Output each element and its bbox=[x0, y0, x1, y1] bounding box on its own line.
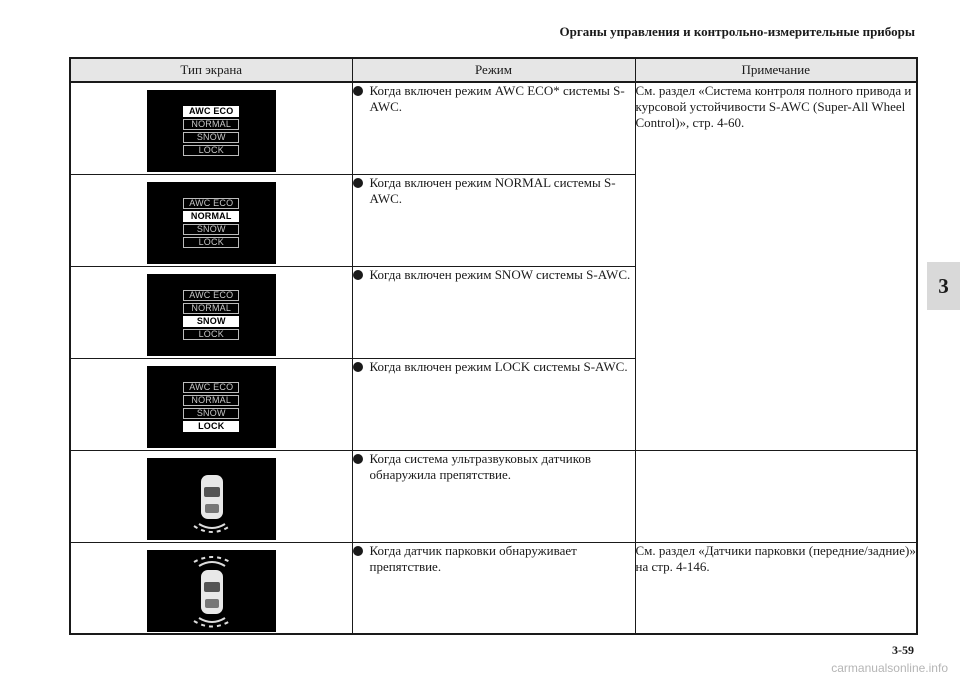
mode-label-lock: LOCK bbox=[183, 329, 239, 340]
mode-cell bbox=[352, 358, 635, 450]
table-row bbox=[70, 82, 917, 174]
mode-cell bbox=[352, 82, 635, 174]
mode-label-snow: SNOW bbox=[183, 316, 239, 327]
mode-label-snow: SNOW bbox=[183, 132, 239, 143]
mode-label-normal: NORMAL bbox=[183, 303, 239, 314]
mode-label-normal: NORMAL bbox=[183, 395, 239, 406]
mode-label-normal: NORMAL bbox=[183, 211, 239, 222]
table-row bbox=[70, 450, 917, 542]
mode-cell bbox=[352, 266, 635, 358]
page-header-title: Органы управления и контрольно-измерительные приборы bbox=[559, 24, 915, 39]
watermark: carmanualsonline.info bbox=[831, 661, 948, 675]
display-modes-table bbox=[69, 57, 918, 635]
mode-description: Когда система ультразвуковых датчиков обнаружила препятствие. bbox=[369, 450, 592, 482]
mode-description: Когда включен режим LOCK системы S-AWC. bbox=[369, 358, 628, 374]
bullet-icon bbox=[353, 454, 363, 464]
awc-screen bbox=[147, 90, 276, 172]
awc-screen bbox=[147, 366, 276, 448]
chapter-tab: 3 bbox=[927, 262, 960, 310]
column-header-screen-type: Тип экрана bbox=[70, 58, 352, 82]
mode-cell bbox=[352, 174, 635, 266]
screen-cell bbox=[70, 266, 352, 358]
car-front-rear-sensor-icon bbox=[147, 550, 276, 632]
mode-description: Когда включен режим SNOW системы S-AWC. bbox=[369, 266, 631, 282]
mode-label-lock: LOCK bbox=[183, 145, 239, 156]
bullet-icon bbox=[353, 86, 363, 96]
mode-cell bbox=[352, 450, 635, 542]
awc-screen bbox=[147, 274, 276, 356]
screen-cell bbox=[70, 358, 352, 450]
mode-label-snow: SNOW bbox=[183, 224, 239, 235]
note-cell: См. раздел «Система контроля полного привода и курсовой устойчивости S-AWC (Super-All Wheel Control)», стр. 4-60. bbox=[635, 82, 917, 450]
mode-description: Когда датчик парковки обнаруживает препятствие. bbox=[369, 542, 577, 574]
awc-screen bbox=[147, 182, 276, 264]
screen-cell bbox=[70, 450, 352, 542]
parking-sensor-screen bbox=[147, 550, 276, 632]
bullet-icon bbox=[353, 270, 363, 280]
note-cell: См. раздел «Датчики парковки (передние/задние)» на стр. 4-146. bbox=[635, 542, 917, 634]
note-cell bbox=[635, 450, 917, 542]
column-header-note: Примечание bbox=[635, 58, 917, 82]
table-header-row bbox=[70, 58, 917, 82]
mode-label-awc-eco: AWC ECO bbox=[183, 382, 239, 393]
table-row bbox=[70, 542, 917, 634]
mode-label-awc-eco: AWC ECO bbox=[183, 290, 239, 301]
screen-cell bbox=[70, 82, 352, 174]
mode-label-snow: SNOW bbox=[183, 408, 239, 419]
mode-label-awc-eco: AWC ECO bbox=[183, 106, 239, 117]
mode-label-awc-eco: AWC ECO bbox=[183, 198, 239, 209]
mode-label-normal: NORMAL bbox=[183, 119, 239, 130]
column-header-mode: Режим bbox=[352, 58, 635, 82]
ultrasonic-sensor-screen bbox=[147, 458, 276, 540]
mode-description: Когда включен режим AWC ECO* системы S-AWC. bbox=[369, 83, 625, 114]
bullet-icon bbox=[353, 362, 363, 372]
bullet-icon bbox=[353, 178, 363, 188]
page-number: 3-59 bbox=[892, 643, 914, 657]
mode-cell bbox=[352, 542, 635, 634]
mode-label-lock: LOCK bbox=[183, 237, 239, 248]
mode-description: Когда включен режим NORMAL системы S-AWC. bbox=[369, 174, 616, 206]
screen-cell bbox=[70, 542, 352, 634]
mode-label-lock: LOCK bbox=[183, 421, 239, 432]
car-rear-sensor-icon bbox=[147, 458, 276, 540]
bullet-icon bbox=[353, 546, 363, 556]
screen-cell bbox=[70, 174, 352, 266]
